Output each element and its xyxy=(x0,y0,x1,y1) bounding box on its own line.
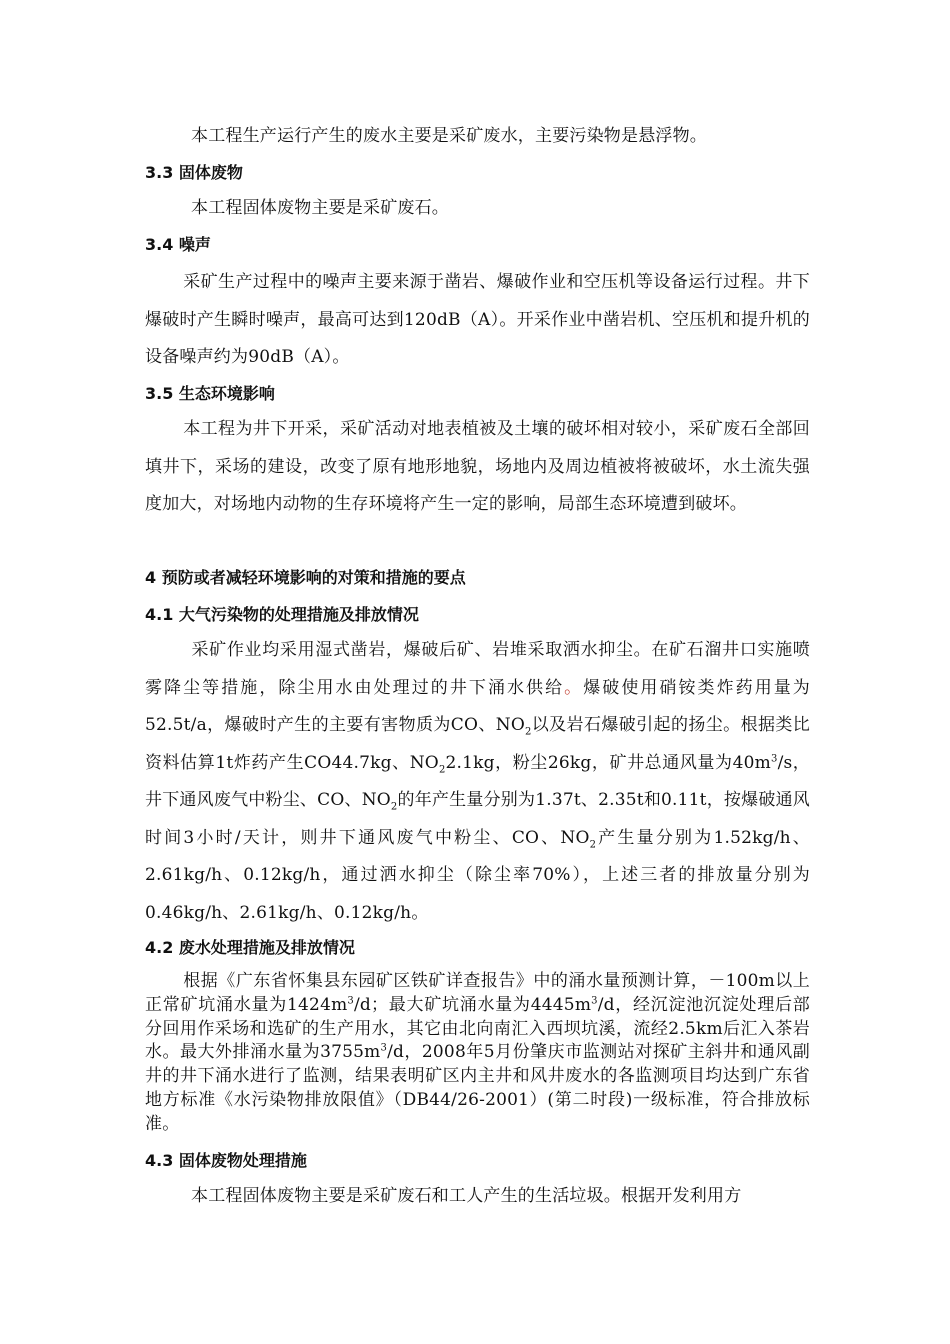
heading-4: 4 预防或者减轻环境影响的对策和措施的要点 xyxy=(145,568,466,587)
paragraph-air-pollution: 采矿作业均采用湿式凿岩，爆破后矿、岩堆采取洒水抑尘。在矿石溜井口实施喷雾降尘等措施，除尘用水由处理过的井下涌水供给。爆破使用硝铵类炸药用量为52.5t/a，爆破时产生的主要有害物质为CO、$NO_2$以及岩石爆破引起的扬尘。根据类比资料估算1t炸药产生CO44.7kg、$NO_22.1kg$，粉尘26kg，矿井总通风量为$40m^3/s$，井下通风废气中粉尘、CO、$NO_2$的年产生量分别为1.37t、2.35t和0.11t，按爆破通风时间3小时/天计，则井下通风废气中粉尘、CO、$NO_2$产生量分别为1.52kg/h、2.61kg/h、0.12kg/h，通过洒水抑尘（除尘率70%），上述三者的排放量分别为0.46kg/h、2.61kg/h、0.12kg/h。 xyxy=(145,640,811,923)
paragraph-solid-waste-treatment: 本工程固体废物主要是采矿废石和工人产生的生活垃圾。根据开发利用方 xyxy=(191,1186,742,1206)
heading-3-4: 3.4 噪声 xyxy=(145,235,211,254)
heading-4-2: 4.2 废水处理措施及排放情况 xyxy=(145,938,355,957)
paragraph-wastewater-intro: 本工程生产运行产生的废水主要是采矿废水，主要污染物是悬浮物。 xyxy=(191,126,707,146)
heading-4-3: 4.3 固体废物处理措施 xyxy=(145,1151,307,1170)
paragraph-noise: 采矿生产过程中的噪声主要来源于凿岩、爆破作业和空压机等设备运行过程。井下爆破时产生瞬时噪声，最高可达到120dB（A）。开采作业中凿岩机、空压机和提升机的设备噪声约为90dB（A）。 xyxy=(145,272,810,367)
paragraph-ecology: 本工程为井下开采，采矿活动对地表植被及土壤的破坏相对较小，采矿废石全部回填井下，采场的建设，改变了原有地形地貌，场地内及周边植被将被破坏，水土流失强度加大，对场地内动物的生存环境将产生一定的影响，局部生态环境遭到破坏。 xyxy=(145,419,810,514)
heading-3-5: 3.5 生态环境影响 xyxy=(145,384,275,403)
paragraph-wastewater-treatment: 根据《广东省怀集县东园矿区铁矿详查报告》中的涌水量预测计算，－100m以上正常矿坑涌水量为$1424m^3/d$；最大矿坑涌水量为$4445m^3/d$，经沉淀池沉淀处理后部分回用作采场和选矿的生产用水，其它由北向南汇入西坝坑溪，流经2.5km后汇入茶岩水。最大外排涌水量为$3755m^3/d$，2008年5月份肇庆市监测站对探矿主斜井和通风副井的井下涌水进行了监测，结果表明矿区内主井和风井废水的各监测项目均达到广东省地方标准《水污染物排放限值》（DB44/26-2001）(第二时段)一级标准，符合排放标准。 xyxy=(145,971,810,1134)
paragraph-solid-waste: 本工程固体废物主要是采矿废石。 xyxy=(191,198,449,218)
heading-4-1: 4.1 大气污染物的处理措施及排放情况 xyxy=(145,605,419,624)
heading-3-3: 3.3 固体废物 xyxy=(145,163,243,182)
